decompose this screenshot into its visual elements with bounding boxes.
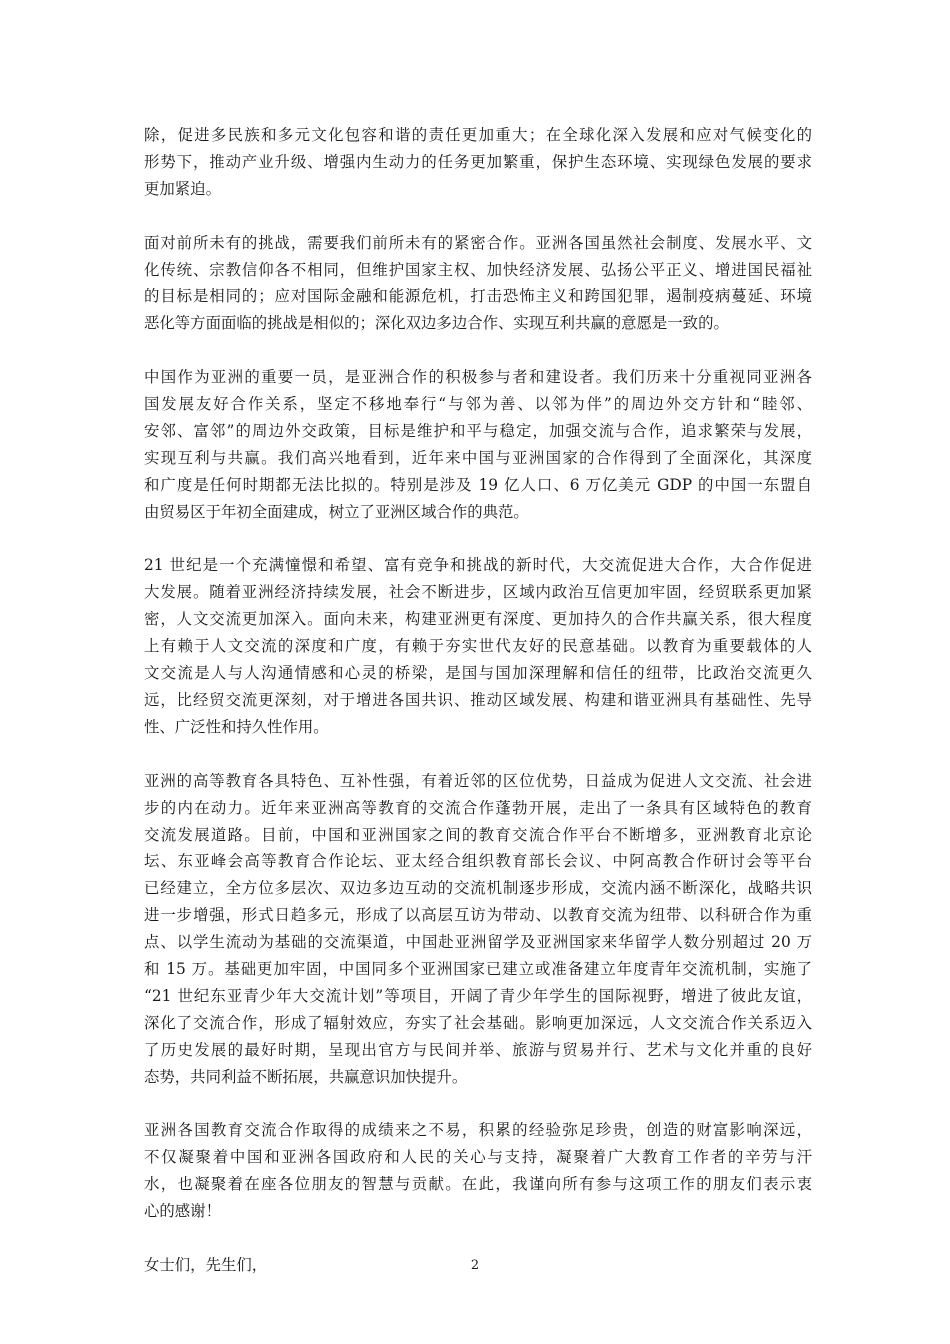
paragraph [144, 122, 812, 203]
paragraph-line: 国发展友好合作关系，坚定不移地奉行“与邻为善、以邻为伴”的周边外交方针和“睦邻、 [144, 395, 812, 414]
paragraph-line: 文交流是人与人沟通情感和心灵的桥梁，是国与国加深理解和信任的纽带，比政治交流更久 [144, 664, 812, 683]
paragraph [144, 230, 812, 338]
paragraph-line: 的目标是相同的；应对国际金融和能源危机，打击恐怖主义和跨国犯罪，遏制疫病蔓延、环境 [144, 287, 812, 306]
paragraph [144, 364, 812, 525]
paragraph-line: 性、广泛性和持久性作用。 [144, 717, 329, 736]
paragraph-line: 实现互利与共赢。我们高兴地看到，近年来中国与亚洲国家的合作得到了全面深化，其深度 [144, 448, 812, 467]
paragraph-line: 中国作为亚洲的重要一员，是亚洲合作的积极参与者和建设者。我们历来十分重视同亚洲各 [144, 368, 812, 387]
paragraph-line: 点、以学生流动为基础的交流渠道，中国赴亚洲留学及亚洲国家来华留学人数分别超过 20 万 [144, 933, 812, 952]
paragraph-line: 21 世纪是一个充满憧憬和希望、富有竞争和挑战的新时代，大交流促进大合作，大合作促进 [144, 556, 812, 575]
paragraph-line: 远，比经贸交流更深刻，对于增进各国共识、推动区域发展、构建和谐亚洲具有基础性、先导 [144, 690, 812, 709]
paragraph-line: 恶化等方面面临的挑战是相似的；深化双边多边合作、实现互利共赢的意愿是一致的。 [144, 314, 729, 333]
paragraph-line: 形势下，推动产业升级、增强内生动力的任务更加繁重，保护生态环境、实现绿色发展的要求 [144, 152, 812, 171]
paragraph-line: 由贸易区于年初全面建成，树立了亚洲区域合作的典范。 [144, 502, 529, 521]
paragraph-line: 安邻、富邻”的周边外交政策，目标是维护和平与稳定，加强交流与合作，追求繁荣与发展， [144, 421, 812, 440]
paragraph-line: 更加紧迫。 [144, 179, 221, 198]
paragraph-line: 深化了交流合作，形成了辐射效应，夯实了社会基础。影响更加深远，人文交流合作关系迈入 [144, 1013, 812, 1032]
paragraph-line: 女士们，先生们， [144, 1255, 268, 1274]
paragraph-line: 亚洲各国教育交流合作取得的成绩来之不易，积累的经验弥足珍贵，创造的财富影响深远， [144, 1121, 812, 1140]
document-body [144, 122, 812, 1306]
paragraph-line: 上有赖于人文交流的深度和广度，有赖于夯实世代友好的民意基础。以教育为重要载体的人 [144, 637, 812, 656]
paragraph-line: 心的感谢！ [144, 1202, 221, 1221]
paragraph-line: 了历史发展的最好时期，呈现出官方与民间并举、旅游与贸易并行、艺术与文化并重的良好 [144, 1040, 812, 1059]
paragraph-line: 面对前所未有的挑战，需要我们前所未有的紧密合作。亚洲各国虽然社会制度、发展水平、文 [144, 233, 812, 252]
paragraph-line: 坛、东亚峰会高等教育合作论坛、亚太经合组织教育部长会议、中阿高教合作研讨会等平台 [144, 852, 812, 871]
paragraph-line: 密，人文交流更加深入。面向未来，构建亚洲更有深度、更加持久的合作共赢关系，很大程度 [144, 610, 812, 629]
paragraph-line: 进一步增强，形式日趋多元，形成了以高层互访为带动、以教育交流为纽带、以科研合作为重 [144, 906, 812, 925]
paragraph-line: 和 15 万。基础更加牢固，中国同多个亚洲国家已建立或准备建立年度青年交流机制，实施了 [144, 960, 812, 979]
paragraph-line: 亚洲的高等教育各具特色、互补性强，有着近邻的区位优势，日益成为促进人文交流、社会进 [144, 771, 812, 790]
paragraph-line: 大发展。随着亚洲经济持续发展，社会不断进步，区域内政治互信更加牢固，经贸联系更加紧 [144, 583, 812, 602]
paragraph-line: 交流发展道路。目前，中国和亚洲国家之间的教育交流合作平台不断增多，亚洲教育北京论 [144, 825, 812, 844]
paragraph [144, 1117, 812, 1225]
paragraph [144, 552, 812, 740]
paragraph-line: 水，也凝聚着在座各位朋友的智慧与贡献。在此，我谨向所有参与这项工作的朋友们表示衷 [144, 1175, 812, 1194]
paragraph-line: 步的内在动力。近年来亚洲高等教育的交流合作蓬勃开展，走出了一条具有区域特色的教育 [144, 798, 812, 817]
paragraph-line: 和广度是任何时期都无法比拟的。特别是涉及 19 亿人口、6 万亿美元 GDP 的中国一东盟自 [144, 475, 812, 494]
paragraph-line: “21 世纪东亚青少年大交流计划”等项目，开阔了青少年学生的国际视野，增进了彼此友谊， [144, 986, 812, 1005]
paragraph-line: 已经建立，全方位多层次、双边多边互动的交流机制逐步形成，交流内涵不断深化，战略共识 [144, 879, 812, 898]
page-number: 2 [470, 1258, 480, 1273]
paragraph-line: 不仅凝聚着中国和亚洲各国政府和人民的关心与支持，凝聚着广大教育工作者的辛劳与汗 [144, 1148, 812, 1167]
paragraph-line: 化传统、宗教信仰各不相同，但维护国家主权、加快经济发展、弘扬公平正义、增进国民福祉 [144, 260, 812, 279]
paragraph-line: 除，促进多民族和多元文化包容和谐的责任更加重大；在全球化深入发展和应对气候变化的 [144, 126, 812, 144]
paragraph-line: 态势，共同利益不断拓展，共赢意识加快提升。 [144, 1067, 468, 1086]
paragraph [144, 768, 812, 1091]
